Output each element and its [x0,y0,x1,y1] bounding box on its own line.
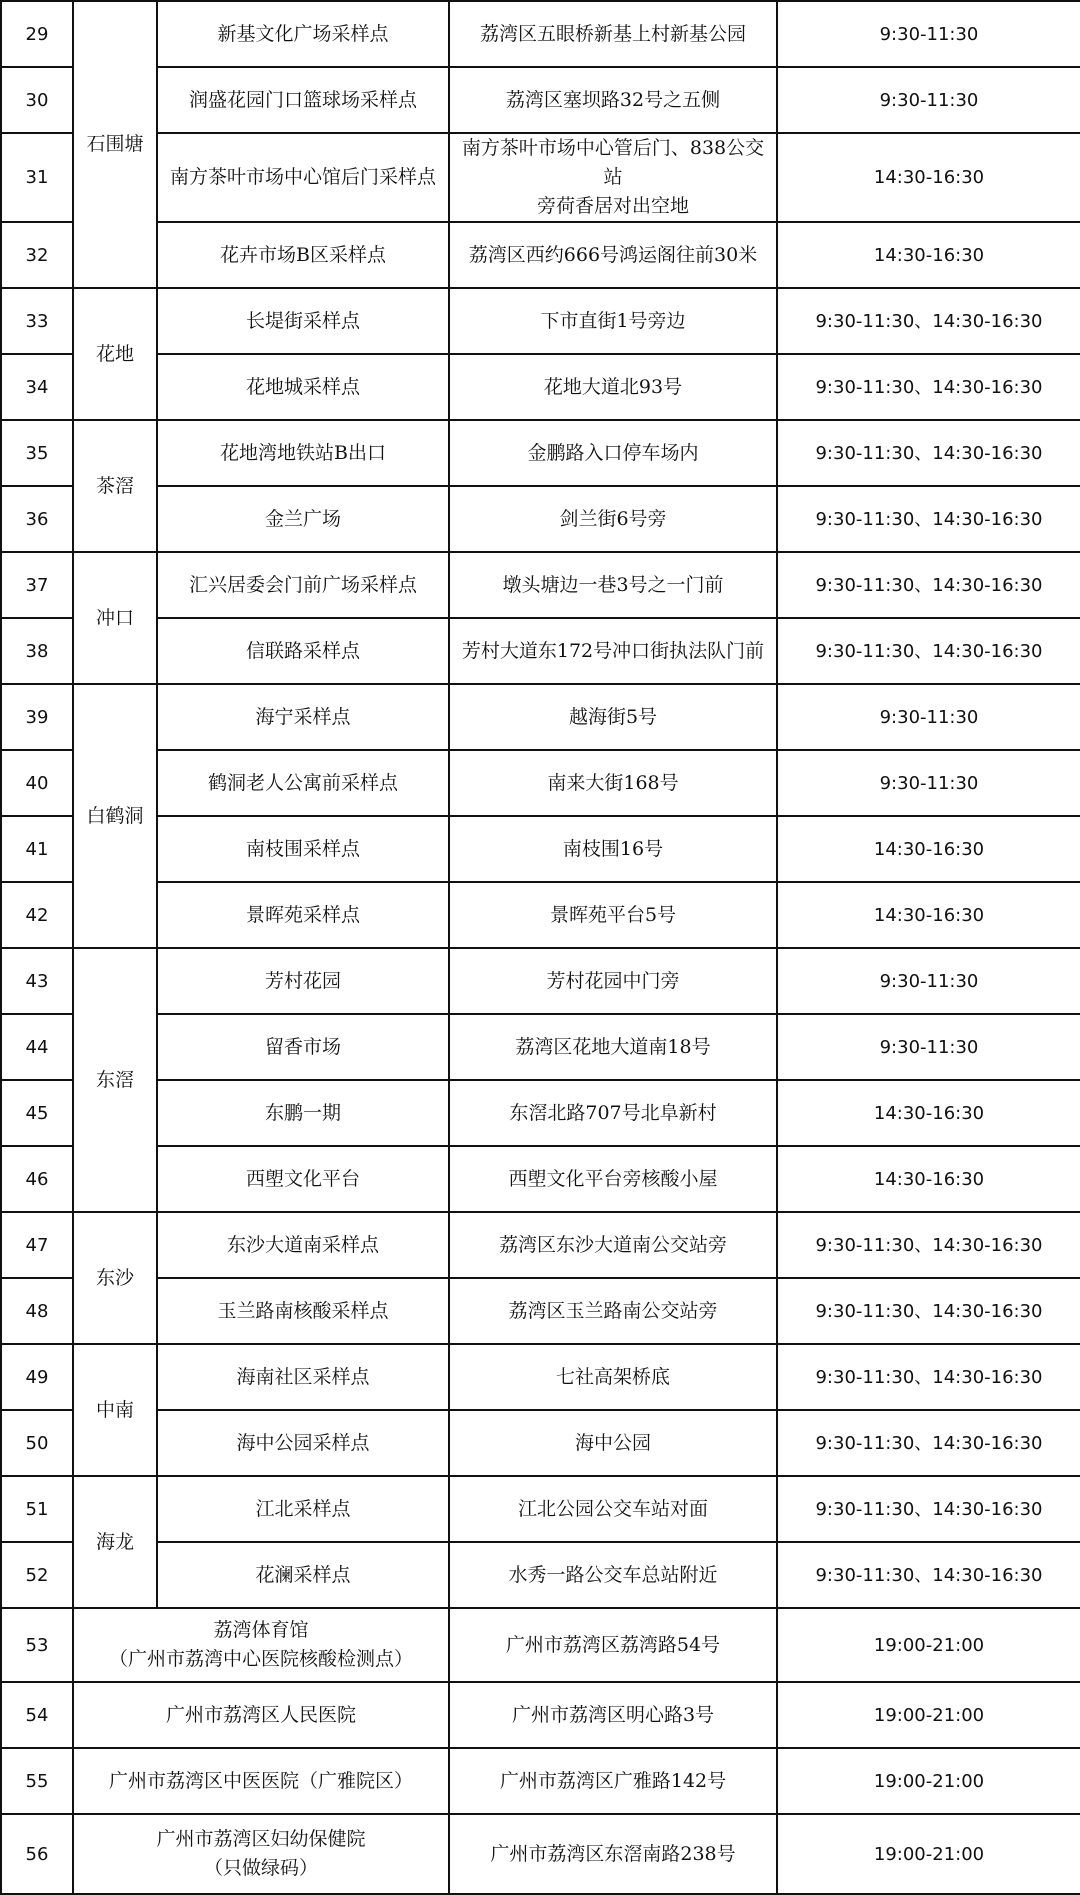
site-name: 花卉市场B区采样点 [157,222,449,288]
table-row [1,1542,1080,1608]
row-number: 50 [1,1410,73,1476]
site-address: 越海街5号 [449,684,777,750]
site-name: 海中公园采样点 [157,1410,449,1476]
service-time: 9:30-11:30、14:30-16:30 [777,354,1080,420]
site-address: 广州市荔湾区荔湾路54号 [449,1608,777,1682]
table-row [1,1080,1080,1146]
site-address [449,133,777,222]
site-address: 荔湾区花地大道南18号 [449,1014,777,1080]
table-row [1,1410,1080,1476]
service-time: 14:30-16:30 [777,1080,1080,1146]
service-time: 9:30-11:30 [777,1014,1080,1080]
row-number: 54 [1,1682,73,1748]
site-name: 花澜采样点 [157,1542,449,1608]
table-row [1,288,1080,354]
table-row [1,133,1080,222]
row-number: 38 [1,618,73,684]
row-number: 56 [1,1814,73,1894]
table-row [1,1212,1080,1278]
row-number: 32 [1,222,73,288]
site-address: 广州市荔湾区明心路3号 [449,1682,777,1748]
row-number: 36 [1,486,73,552]
table-row [1,1344,1080,1410]
site-address: 海中公园 [449,1410,777,1476]
service-time: 9:30-11:30、14:30-16:30 [777,288,1080,354]
cell-text-line: 旁荷香居对出空地 [536,195,689,217]
row-number: 47 [1,1212,73,1278]
row-number: 49 [1,1344,73,1410]
service-time: 19:00-21:00 [777,1748,1080,1814]
table-row [1,1814,1080,1894]
street-name: 海龙 [73,1476,157,1608]
row-number: 30 [1,67,73,133]
service-time: 9:30-11:30、14:30-16:30 [777,486,1080,552]
table-row [1,1,1080,67]
service-time: 9:30-11:30、14:30-16:30 [777,420,1080,486]
site-address: 金鹏路入口停车场内 [449,420,777,486]
site-name: 东沙大道南采样点 [157,1212,449,1278]
row-number: 45 [1,1080,73,1146]
service-time: 19:00-21:00 [777,1682,1080,1748]
service-time: 9:30-11:30、14:30-16:30 [777,1212,1080,1278]
table-row [1,1014,1080,1080]
row-number: 41 [1,816,73,882]
site-address: 花地大道北93号 [449,354,777,420]
site-name: 花地湾地铁站B出口 [157,420,449,486]
service-time: 19:00-21:00 [777,1608,1080,1682]
site-name: 南枝围采样点 [157,816,449,882]
table-row [1,1748,1080,1814]
site-address: 荔湾区五眼桥新基上村新基公园 [449,1,777,67]
row-number: 33 [1,288,73,354]
site-name: 汇兴居委会门前广场采样点 [157,552,449,618]
table-row [1,67,1080,133]
service-time: 9:30-11:30、14:30-16:30 [777,552,1080,618]
site-name [73,1608,449,1682]
site-name [73,1682,449,1748]
row-number: 40 [1,750,73,816]
site-name: 润盛花园门口篮球场采样点 [157,67,449,133]
site-address: 水秀一路公交车总站附近 [449,1542,777,1608]
site-name: 信联路采样点 [157,618,449,684]
row-number: 51 [1,1476,73,1542]
service-time: 9:30-11:30 [777,1,1080,67]
table-row [1,1476,1080,1542]
site-address: 南来大街168号 [449,750,777,816]
cell-text-line: 广州市荔湾区人民医院 [165,1703,356,1726]
service-time: 14:30-16:30 [777,816,1080,882]
table-row [1,618,1080,684]
site-address: 墩头塘边一巷3号之一门前 [449,552,777,618]
service-time: 9:30-11:30 [777,67,1080,133]
service-time: 9:30-11:30 [777,684,1080,750]
cell-text-line: （广州市荔湾中心医院核酸检测点） [108,1648,413,1670]
row-number: 53 [1,1608,73,1682]
street-name: 冲口 [73,552,157,684]
service-time: 9:30-11:30、14:30-16:30 [777,618,1080,684]
site-address: 广州市荔湾区东滘南路238号 [449,1814,777,1894]
site-address: 下市直街1号旁边 [449,288,777,354]
table-row [1,1146,1080,1212]
street-name: 茶滘 [73,420,157,552]
table-row [1,948,1080,1014]
site-name: 芳村花园 [157,948,449,1014]
table-row [1,486,1080,552]
site-name: 南方茶叶市场中心馆后门采样点 [157,133,449,222]
cell-text-line: 南方茶叶市场中心管后门、838公交站 [461,137,765,188]
site-address: 芳村花园中门旁 [449,948,777,1014]
service-time: 9:30-11:30、14:30-16:30 [777,1542,1080,1608]
street-name: 中南 [73,1344,157,1476]
row-number: 39 [1,684,73,750]
service-time: 9:30-11:30、14:30-16:30 [777,1344,1080,1410]
service-time: 14:30-16:30 [777,882,1080,948]
site-name: 长堤街采样点 [157,288,449,354]
site-name [73,1748,449,1814]
site-name: 西塱文化平台 [157,1146,449,1212]
site-address: 荔湾区塞坝路32号之五侧 [449,67,777,133]
table-row [1,1682,1080,1748]
row-number: 52 [1,1542,73,1608]
row-number: 43 [1,948,73,1014]
service-time: 14:30-16:30 [777,222,1080,288]
street-name: 白鹤洞 [73,684,157,948]
service-time: 9:30-11:30 [777,750,1080,816]
table-row [1,882,1080,948]
street-name: 东沙 [73,1212,157,1344]
site-address: 东滘北路707号北阜新村 [449,1080,777,1146]
table-row [1,354,1080,420]
street-name: 东滘 [73,948,157,1212]
row-number: 35 [1,420,73,486]
service-time: 9:30-11:30、14:30-16:30 [777,1410,1080,1476]
site-name: 金兰广场 [157,486,449,552]
row-number: 42 [1,882,73,948]
table-row [1,750,1080,816]
site-address: 剑兰街6号旁 [449,486,777,552]
site-name: 新基文化广场采样点 [157,1,449,67]
cell-text-line: 荔湾体育馆 [213,1619,309,1641]
service-time: 19:00-21:00 [777,1814,1080,1894]
service-time: 9:30-11:30、14:30-16:30 [777,1278,1080,1344]
street-name: 花地 [73,288,157,420]
row-number: 46 [1,1146,73,1212]
site-name [73,1814,449,1894]
site-name: 江北采样点 [157,1476,449,1542]
table-row [1,684,1080,750]
cell-text-line: 广州市荔湾区妇幼保健院 [156,1828,366,1850]
service-time: 9:30-11:30 [777,948,1080,1014]
cell-text-line: 广州市荔湾区中医医院（广雅院区） [108,1769,413,1792]
site-name: 东鹏一期 [157,1080,449,1146]
row-number: 31 [1,133,73,222]
site-name: 留香市场 [157,1014,449,1080]
service-time: 9:30-11:30、14:30-16:30 [777,1476,1080,1542]
site-address: 景晖苑平台5号 [449,882,777,948]
site-address: 七社高架桥底 [449,1344,777,1410]
table-body [1,1,1080,1894]
site-address: 广州市荔湾区广雅路142号 [449,1748,777,1814]
site-name: 海南社区采样点 [157,1344,449,1410]
row-number: 48 [1,1278,73,1344]
row-number: 37 [1,552,73,618]
site-address: 南枝围16号 [449,816,777,882]
service-time: 14:30-16:30 [777,1146,1080,1212]
street-name: 石围塘 [73,1,157,288]
table-row [1,222,1080,288]
row-number: 29 [1,1,73,67]
table-row [1,816,1080,882]
site-address: 荔湾区玉兰路南公交站旁 [449,1278,777,1344]
site-address: 荔湾区西约666号鸿运阁往前30米 [449,222,777,288]
site-name: 景晖苑采样点 [157,882,449,948]
table-row [1,1608,1080,1682]
site-name: 玉兰路南核酸采样点 [157,1278,449,1344]
table-row [1,552,1080,618]
site-name: 鹤洞老人公寓前采样点 [157,750,449,816]
cell-text-line: （只做绿码） [203,1857,318,1879]
site-address: 芳村大道东172号冲口街执法队门前 [449,618,777,684]
row-number: 55 [1,1748,73,1814]
row-number: 44 [1,1014,73,1080]
row-number: 34 [1,354,73,420]
site-name: 海宁采样点 [157,684,449,750]
service-time: 14:30-16:30 [777,133,1080,222]
site-address: 江北公园公交车站对面 [449,1476,777,1542]
site-address: 西塱文化平台旁核酸小屋 [449,1146,777,1212]
table-row [1,1278,1080,1344]
site-name: 花地城采样点 [157,354,449,420]
table-row [1,420,1080,486]
site-address: 荔湾区东沙大道南公交站旁 [449,1212,777,1278]
